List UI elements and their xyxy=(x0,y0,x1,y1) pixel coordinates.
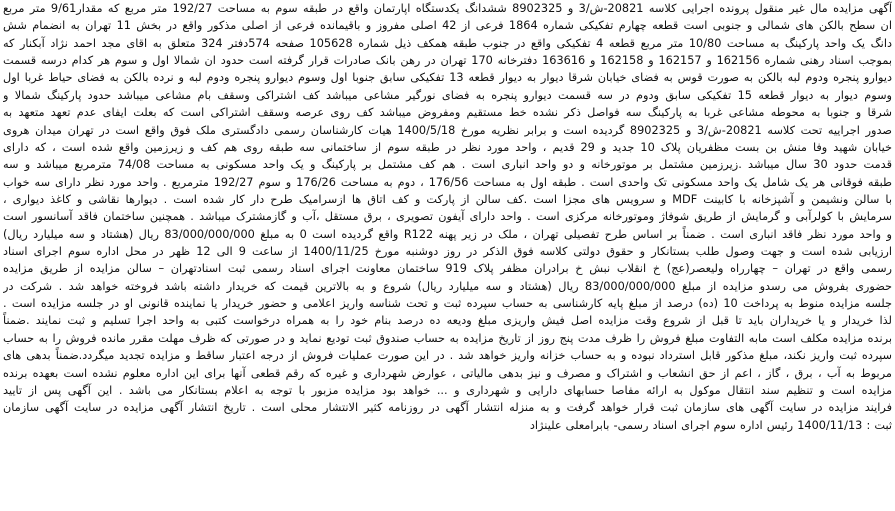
notice-line: صدور اجراییه تحت کلاسه 20821-ش/3 و 8902325 گردیده است و برابر نظریه مورخ 1400/5/18 هیات کارشناسان رسمی دادگستری ملک فوق واقع است در تهران میدان هروی xyxy=(3,123,892,137)
notice-line: برنده مزایده مکلف است مابه التفاوت مبلغ فروش را ظرف مدت پنج روز از تاریخ مزایده به حساب صندوق ثبت تودیع نماید و در صورتی که ظرف مهلت مقرر مانده فروش را به حساب xyxy=(3,331,892,345)
notice-line: مزایده است و تنظیم سند انتقال موکول به ارائه مفاصا حسابهای دارایی و شهرداری و ... خواهد بود مزایده مزبور با توجه به اعلام بستانکار می باشد . این آگهی پس از تایید xyxy=(3,383,892,397)
notice-line: بموجب اسناد رهنی شماره 162156 و 162157 و 162158 و 163616 دفترخانه 170 تهران در رهن بانک صادرات قرار گرفته است حدود ان شمالا اول و سوم هر کدام درسه قسمت xyxy=(3,54,892,68)
notice-line: فرایند مزایده در سایت آگهی های سازمان ثبت قرار خواهد گرفت و به منزله انتشار آگهی در روزنامه کثیر الانتشار محلی است . تاریخ انتشار آگهی مزایده در سایت آگهی سازمان xyxy=(3,401,892,415)
notice-line: شرقا و جنوبا به محوطه مشاعی غربا به پارکینگ سه فواصل ذکر نشده خط مستقیم ومفروض میباشد کف روی عرصه وسقف اشتراکی است که بعلت ایفای عدم تعهد متعهد به xyxy=(3,106,892,120)
notice-line: آگهی مزایده مال غیر منقول پرونده اجرایی کلاسه 20821-ش/3 و 8902325 ششدانگ یکدستگاه اپارتمان واقع در طبقه سوم به مساحت 192/27 متر مربع که مقدار9/61 متر مربع xyxy=(3,2,892,15)
notice-line: وسوم دیوار به دیوار قطعه 15 تفکیکی سابق ودوم در سه قسمت دیوارو پنجره به فضای نورگیر مشاعی میباشد کف اشتراکی وسقف بام مشاعی میباشد حدود پارکینگ شمالا و xyxy=(3,88,892,102)
notice-line: سپرده ثبت واریز نکند، مبلغ مذکور قابل استرداد نبوده و به حساب خزانه واریز خواهد شد . در این صورت عملیات فروش از درجه اعتبار ساقط و مزایده تجدید میگردد.ضمناً بدهی های xyxy=(3,349,892,363)
notice-line: طبقه فوقانی هر یک شامل یک واحد مسکونی تک واحدی است . طبقه اول به مساحت 176/56 ، دوم به مساحت 176/26 و سوم 192/27 مترمربع . واحد مورد نظر دارای سه خواب xyxy=(3,175,892,189)
notice-line: حضوری بفروش می رسدو مزایده از مبلغ 83/000/000/000 ریال (هشتاد و سه میلیارد ریال) شروع و به بالاترین قیمت که خریدار داشته باشد فروخته خواهد شد . شرکت در xyxy=(3,279,892,293)
notice-line: خیابان شهید وفا منش بن بست مظفریان پلاک 10 جدید و 29 قدیم ، واحد مورد نظر در طبقه سوم از ساختمانی سه طبقه روی هم کف و زیرزمین واقع شده است ، که دارای xyxy=(3,140,892,154)
notice-line: ان سطح بالکن های شمالی و جنوبی است قطعه چهارم تفکیکی شماره 1864 فرعی از 42 اصلی مفروز و باقیمانده فرعی از اصلی مذکور واقع در بخش 11 تهران به انضمام شش xyxy=(3,19,892,33)
notice-line: ارزیابی شده است و جهت وصول طلب بستانکار و حقوق دولتی کلاسه فوق الذکر در روز دوشنبه مورخ 1400/11/25 از ساعت 9 الی 12 ظهر در محل اداره سوم اجرای اسناد xyxy=(3,245,892,259)
notice-line: جلسه مزایده منوط به پرداخت 10 (ده) درصد از مبلغ پایه کارشناسی به حساب سپرده ثبت و تحت شناسه واریز اعلامی و حضور خریدار یا نماینده قانونی او در جلسه مزایده است . xyxy=(3,297,892,311)
notice-line: دیوارو پنجره ودوم لبه بالکن به صورت قوس به فضای خیابان شرقا دیوار به دیوار قطعه 13 تفکیکی سابق جنوبا اول وسوم دیوارو پنجره ودوم لبه و نرده بالکن به فضای حیاط غربا اول xyxy=(3,71,892,85)
notice-line: قدمت حدود 30 سال میباشد .زیرزمین مشتمل بر موتورخانه و دو واحد انباری است . هم کف مشتمل بر پارکینگ و یک واحد مسکونی به مساحت 74/08 مترمربع میباشد و سه xyxy=(3,158,892,172)
notice-page xyxy=(3,0,892,511)
notice-line: با سالن ونشیمن و آشپزخانه با کابینت MDF و سرویس های مجزا است .کف سالن از پارکت و کف اتاق ها ازسرامیک طرح دار کار شده است . دیوارها نقاشی و کاغذ دیواری ، xyxy=(3,192,892,206)
notice-line: و واحد مورد نظر فاقد انباری است . ضمناً بر اساس طرح تفصیلی تهران ، ملک در زیر پهنه R122 واقع گردیده است 0 به مبلغ 83/000/000/000 ریال (هشتاد و سه میلیارد ریال) xyxy=(3,227,892,241)
auction-notice-text xyxy=(3,0,892,434)
notice-line: سرمایش با کولرآبی و گرمایش از طریق شوفاژ وموتورخانه مرکزی است . واحد دارای آیفون تصویری ، برق مستقل ،آب و گازمشترک میباشد . همچنین ساختمان فاقد آسانسور است xyxy=(3,210,892,224)
notice-line: دانگ یک واحد پارکینگ به مساحت 10/80 متر مربع قطعه 4 تفکیکی واقع در جنوب طبقه همکف ذیل شماره 105628 صفحه 574دفتر 324 متعلق به اقای مجد احمد نژاد آبکنار که xyxy=(3,36,892,50)
notice-line: لذا خریدار و یا خریداران باید تا قبل از شروع وقت مزایده اصل فیش واریزی مبلغ ودیعه ده درصد بنام خود را به همراه درخواست کتبی به واحد اجرا تسلیم و ثبت نمایند .ضمناً xyxy=(3,314,892,328)
notice-line: مربوط به آب ، برق ، گاز ، اعم از حق انشعاب و اشتراک و مصرف و نیز بدهی مالیاتی ، عوارض شهرداری و غیره که رقم قطعی آنها برای این اداره معلوم نشده است بعهده برنده xyxy=(3,366,892,380)
notice-line: ثبت : 1400/11/13 رئیس اداره سوم اجرای اسناد رسمی- بابرامعلی علینژاد xyxy=(529,418,892,432)
notice-line: رسمی واقع در تهران – چهارراه ولیعصر(عج) خ انقلاب نبش خ برادران مظفر پلاک 919 ساختمان معاونت اجرای اسناد رسمی ثبت اسنادتهران – سالن مزایده از طریق مزایده xyxy=(3,262,892,276)
